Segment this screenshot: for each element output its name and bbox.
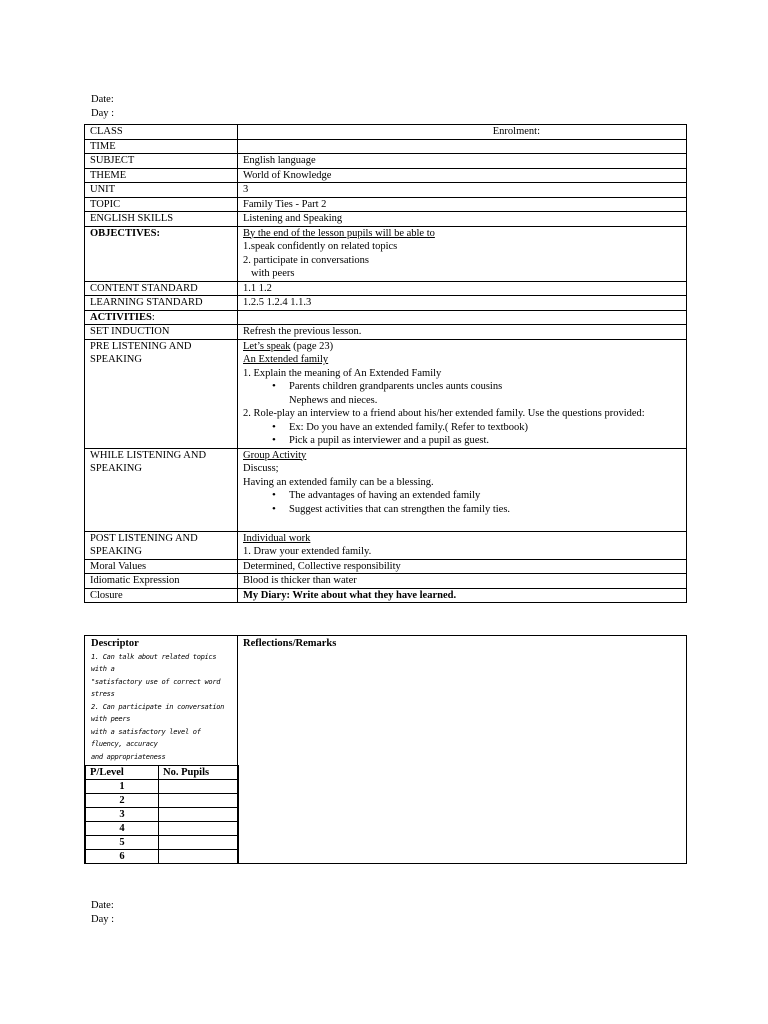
descriptor-line-3: 2. Can participate in conversation with peers [91,702,225,723]
pupils-value [159,836,239,850]
table-row [85,559,687,574]
post-listening-label: POST LISTENING AND SPEAKING [85,531,238,559]
pupils-header: No. Pupils [159,766,239,780]
date-label: Date: [91,900,114,911]
table-row [85,448,687,531]
descriptor-line-1: 1. Can talk about related topics with a [91,652,217,673]
table-row [85,139,687,154]
pre-listening-value [238,339,687,448]
post-heading: Individual work [243,532,311,544]
table-row [85,183,687,198]
while-bullets [243,489,681,516]
skills-value: Listening and Speaking [238,212,687,227]
content-standard-label: CONTENT STANDARD [85,281,238,296]
table-row [85,339,687,448]
table-row [85,154,687,169]
learning-standard-value: 1.2.5 1.2.4 1.1.3 [238,296,687,311]
day-label: Day : [91,914,115,925]
table-row [85,325,687,340]
plevel-value: 1 [86,780,159,794]
plevel-value: 6 [86,850,159,864]
lesson-plan-table [84,124,687,603]
table-row [85,226,687,281]
table-row [85,636,687,864]
pre-listening-label: PRE LISTENING AND SPEAKING [85,339,238,448]
while-discuss: Discuss; [243,463,279,474]
closure-value: My Diary: Write about what they have learned. [238,588,687,603]
objectives-value [238,226,687,281]
table-row [85,296,687,311]
topic-label: TOPIC [85,197,238,212]
reflections-remarks: Reflections/Remarks [238,636,687,864]
post-step-1: 1. Draw your extended family. [243,546,372,557]
activities-colon: : [151,311,155,323]
idiomatic-value: Blood is thicker than water [238,574,687,589]
descriptor-title: Descriptor [91,638,139,649]
pre-heading: An Extended family [243,354,329,365]
set-induction-value: Refresh the previous lesson. [238,325,687,340]
plevel-header: P/Level [86,766,159,780]
pupils-value [159,780,239,794]
table-row [85,574,687,589]
pre-bullet-1-cont: Nephews and nieces. [289,394,378,406]
table-row [85,197,687,212]
list-item: • Parents children grandparents uncles aunts cousins [289,380,681,394]
while-heading: Group Activity [243,449,307,461]
activities-value [238,310,687,325]
table-row [85,212,687,227]
plevel-value: 2 [86,794,159,808]
plevel-value: 3 [86,808,159,822]
table-row [86,766,239,780]
lesson-header [91,93,114,121]
while-text: Having an extended family can be a blessing. [243,476,434,488]
lets-speak-line [243,340,681,354]
theme-value: World of Knowledge [238,168,687,183]
table-row [85,125,687,140]
table-row [85,168,687,183]
descriptor-line-5: and appropriateness [91,752,166,761]
table-row [85,588,687,603]
descriptor-cell [85,636,238,864]
activities-text: ACTIVITIES [90,311,152,323]
table-row [86,822,239,836]
post-listening-value [238,531,687,559]
pre-bullets-2 [243,421,681,448]
closure-label: Closure [85,588,238,603]
table-row [85,531,687,559]
lets-speak: Let’s speak [243,340,291,352]
next-lesson-header [91,899,114,927]
subject-value: English language [238,154,687,169]
plevel-table [85,765,239,863]
table-row [86,850,239,864]
descriptor-table [84,635,687,864]
table-row [86,836,239,850]
while-listening-label: WHILE LISTENING AND SPEAKING [85,448,238,531]
day-label: Day : [91,108,115,119]
theme-label: THEME [85,168,238,183]
table-row [86,794,239,808]
content-standard-value: 1.1 1.2 [238,281,687,296]
subject-label: SUBJECT [85,154,238,169]
moral-values-label: Moral Values [85,559,238,574]
list-item: • Pick a pupil as interviewer and a pupil as guest. [289,434,681,448]
list-item: • Suggest activities that can strengthen the family ties. [289,503,681,517]
enrolment-label: Enrolment: [238,125,687,140]
list-item: • Ex: Do you have an extended family.( Refer to textbook) [289,421,681,435]
time-value [238,139,687,154]
pre-step-1: 1. Explain the meaning of An Extended Family [243,367,442,379]
objectives-intro: By the end of the lesson pupils will be able to [243,227,435,239]
pre-step-2: 2. Role-play an interview to a friend about his/her extended family. Use the questions provided: [243,408,645,419]
topic-value: Family Ties - Part 2 [238,197,687,212]
idiomatic-label: Idiomatic Expression [85,574,238,589]
pre-bullets-1 [243,380,681,394]
pupils-value [159,822,239,836]
unit-value: 3 [238,183,687,198]
descriptor-line-2: "satisfactory use of correct word stress [91,677,221,698]
list-item: • The advantages of having an extended family [289,489,681,503]
table-row [86,780,239,794]
objective-2: 2. participate in conversations [243,254,369,266]
page-ref: (page 23) [290,340,334,352]
while-listening-value [238,448,687,531]
moral-values-value: Determined, Collective responsibility [238,559,687,574]
plevel-value: 4 [86,822,159,836]
pupils-value [159,794,239,808]
class-label: CLASS [85,125,238,140]
table-row [85,310,687,325]
table-row [86,808,239,822]
skills-label: ENGLISH SKILLS [85,212,238,227]
table-row [85,281,687,296]
objectives-label: OBJECTIVES: [85,226,238,281]
pupils-value [159,850,239,864]
activities-label [85,310,238,325]
descriptor-line-4: with a satisfactory level of fluency, accuracy [91,727,201,748]
time-label: TIME [85,139,238,154]
learning-standard-label: LEARNING STANDARD [85,296,238,311]
date-label: Date: [91,94,114,105]
objective-2-cont: with peers [251,268,295,279]
set-induction-label: SET INDUCTION [85,325,238,340]
plevel-value: 5 [86,836,159,850]
pupils-value [159,808,239,822]
objective-1: 1.speak confidently on related topics [243,241,398,252]
unit-label: UNIT [85,183,238,198]
